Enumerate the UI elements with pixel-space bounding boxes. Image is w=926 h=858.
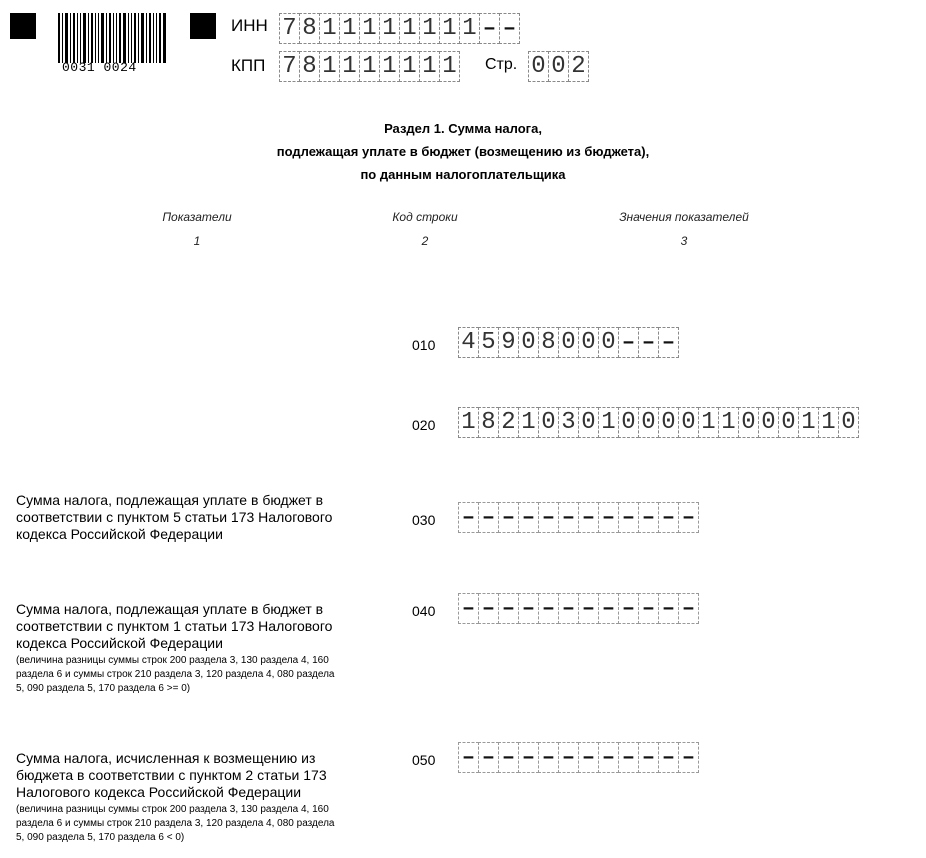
empty-char-cell[interactable] bbox=[658, 502, 679, 533]
char-cell[interactable]: 4 bbox=[458, 327, 479, 358]
empty-char-cell[interactable] bbox=[478, 593, 499, 624]
char-cell[interactable] bbox=[618, 327, 639, 358]
char-cell[interactable]: 1 bbox=[439, 51, 460, 82]
char-cell[interactable]: 8 bbox=[299, 51, 320, 82]
empty-char-cell[interactable] bbox=[578, 742, 599, 773]
row-code-020: 020 bbox=[412, 417, 436, 433]
row-030-description bbox=[16, 492, 332, 543]
empty-char-cell[interactable] bbox=[678, 593, 699, 624]
char-cell[interactable] bbox=[479, 13, 500, 44]
char-cell[interactable]: 7 bbox=[279, 51, 300, 82]
empty-char-cell[interactable] bbox=[458, 742, 479, 773]
char-cell[interactable]: 1 bbox=[339, 13, 360, 44]
char-cell[interactable]: 8 bbox=[478, 407, 499, 438]
row-050-note-line2: раздела 6 и суммы строк 210 раздела 3, 120 раздела 4, 080 раздела bbox=[16, 818, 335, 829]
char-cell[interactable] bbox=[658, 327, 679, 358]
section-title-line2: подлежащая уплате в бюджет (возмещению из бюджета), bbox=[276, 144, 650, 159]
row-040-description bbox=[16, 601, 334, 696]
char-cell[interactable]: 0 bbox=[538, 407, 559, 438]
char-cell[interactable]: 1 bbox=[379, 13, 400, 44]
char-cell[interactable]: 1 bbox=[399, 13, 420, 44]
char-cell[interactable]: 7 bbox=[279, 13, 300, 44]
char-cell[interactable]: 1 bbox=[818, 407, 839, 438]
row-050-text-line2: бюджета в соответствии с пунктом 2 статьи 173 bbox=[16, 767, 327, 783]
empty-char-cell[interactable] bbox=[678, 742, 699, 773]
empty-char-cell[interactable] bbox=[518, 742, 539, 773]
kpp-cells[interactable] bbox=[279, 51, 459, 82]
char-cell[interactable]: 1 bbox=[518, 407, 539, 438]
column-number-1: 1 bbox=[193, 234, 201, 248]
row-code-010: 010 bbox=[412, 337, 436, 353]
section-title-line1: Раздел 1. Сумма налога, bbox=[384, 121, 542, 136]
row-020-cells[interactable] bbox=[458, 407, 858, 438]
row-050-text-line3: Налогового кодекса Российской Федерации bbox=[16, 784, 302, 800]
char-cell[interactable]: 1 bbox=[459, 13, 480, 44]
empty-char-cell[interactable] bbox=[458, 502, 479, 533]
column-header-line-code: Код строки bbox=[392, 210, 458, 224]
empty-char-cell[interactable] bbox=[498, 742, 519, 773]
char-cell[interactable]: 1 bbox=[359, 51, 380, 82]
char-cell[interactable]: 1 bbox=[458, 407, 479, 438]
empty-char-cell[interactable] bbox=[518, 502, 539, 533]
row-030-text-line2: соответствии с пунктом 5 статьи 173 Налогового bbox=[16, 509, 333, 525]
char-cell[interactable]: 2 bbox=[568, 51, 589, 82]
row-030-cells[interactable] bbox=[458, 502, 698, 533]
char-cell[interactable]: 1 bbox=[359, 13, 380, 44]
empty-char-cell[interactable] bbox=[538, 742, 559, 773]
row-040-note-line1: (величина разницы суммы строк 200 раздела 3, 130 раздела 4, 160 bbox=[16, 655, 329, 666]
empty-char-cell[interactable] bbox=[658, 742, 679, 773]
empty-char-cell[interactable] bbox=[558, 502, 579, 533]
char-cell[interactable]: 0 bbox=[528, 51, 549, 82]
char-cell[interactable]: 1 bbox=[419, 13, 440, 44]
char-cell[interactable]: 8 bbox=[299, 13, 320, 44]
empty-char-cell[interactable] bbox=[578, 593, 599, 624]
char-cell[interactable]: 0 bbox=[618, 407, 639, 438]
empty-char-cell[interactable] bbox=[578, 502, 599, 533]
char-cell[interactable]: 0 bbox=[548, 51, 569, 82]
inn-label: ИНН bbox=[231, 16, 268, 35]
char-cell[interactable]: 0 bbox=[598, 327, 619, 358]
char-cell[interactable]: 1 bbox=[718, 407, 739, 438]
char-cell[interactable]: 9 bbox=[498, 327, 519, 358]
empty-char-cell[interactable] bbox=[618, 502, 639, 533]
empty-char-cell[interactable] bbox=[618, 742, 639, 773]
corner-marker-right bbox=[190, 13, 216, 39]
char-cell[interactable]: 0 bbox=[678, 407, 699, 438]
row-040-note-line3: 5, 090 раздела 5, 170 раздела 6 >= 0) bbox=[16, 683, 191, 694]
row-040-note-line2: раздела 6 и суммы строк 210 раздела 3, 120 раздела 4, 080 раздела bbox=[16, 669, 335, 680]
row-050-description bbox=[16, 750, 334, 845]
char-cell[interactable]: 1 bbox=[339, 51, 360, 82]
row-050-note-line3: 5, 090 раздела 5, 170 раздела 6 < 0) bbox=[16, 832, 185, 843]
row-030-text-line3: кодекса Российской Федерации bbox=[16, 526, 223, 542]
char-cell[interactable]: 3 bbox=[558, 407, 579, 438]
empty-char-cell[interactable] bbox=[638, 742, 659, 773]
char-cell[interactable]: 0 bbox=[578, 407, 599, 438]
column-number-3: 3 bbox=[680, 234, 688, 248]
row-050-note-line1: (величина разницы суммы строк 200 раздела 3, 130 раздела 4, 160 bbox=[16, 804, 329, 815]
empty-char-cell[interactable] bbox=[638, 593, 659, 624]
page-label: Стр. bbox=[485, 56, 518, 73]
kpp-label: КПП bbox=[231, 56, 266, 75]
char-cell[interactable]: 1 bbox=[319, 13, 340, 44]
column-header-indicators: Показатели bbox=[162, 210, 232, 224]
column-number-2: 2 bbox=[421, 234, 429, 248]
empty-char-cell[interactable] bbox=[498, 502, 519, 533]
empty-char-cell[interactable] bbox=[598, 502, 619, 533]
char-cell[interactable]: 0 bbox=[518, 327, 539, 358]
inn-cells[interactable] bbox=[279, 13, 519, 44]
empty-char-cell[interactable] bbox=[638, 502, 659, 533]
page-cells[interactable] bbox=[528, 51, 588, 82]
char-cell[interactable]: 0 bbox=[658, 407, 679, 438]
row-050-text-line1: Сумма налога, исчисленная к возмещению из bbox=[16, 750, 316, 766]
barcode bbox=[58, 13, 168, 63]
char-cell[interactable]: 1 bbox=[598, 407, 619, 438]
char-cell[interactable]: 1 bbox=[319, 51, 340, 82]
row-code-030: 030 bbox=[412, 512, 436, 528]
char-cell[interactable]: 5 bbox=[478, 327, 499, 358]
empty-char-cell[interactable] bbox=[538, 593, 559, 624]
row-code-050: 050 bbox=[412, 752, 436, 768]
char-cell[interactable]: 0 bbox=[558, 327, 579, 358]
char-cell[interactable]: 8 bbox=[538, 327, 559, 358]
empty-char-cell[interactable] bbox=[678, 502, 699, 533]
empty-char-cell[interactable] bbox=[598, 593, 619, 624]
row-010-cells[interactable] bbox=[458, 327, 678, 358]
char-cell[interactable] bbox=[638, 327, 659, 358]
empty-char-cell[interactable] bbox=[538, 502, 559, 533]
empty-char-cell[interactable] bbox=[518, 593, 539, 624]
row-040-cells[interactable] bbox=[458, 593, 698, 624]
section-title-line3: по данным налогоплательщика bbox=[360, 167, 566, 182]
row-code-040: 040 bbox=[412, 603, 436, 619]
char-cell[interactable] bbox=[499, 13, 520, 44]
empty-char-cell[interactable] bbox=[558, 742, 579, 773]
char-cell[interactable]: 0 bbox=[758, 407, 779, 438]
column-header-values: Значения показателей bbox=[619, 210, 749, 224]
corner-marker-left bbox=[10, 13, 36, 39]
char-cell[interactable]: 2 bbox=[498, 407, 519, 438]
char-cell[interactable]: 1 bbox=[798, 407, 819, 438]
char-cell[interactable]: 0 bbox=[638, 407, 659, 438]
row-040-text-line2: соответствии с пунктом 1 статьи 173 Налогового bbox=[16, 618, 333, 634]
row-030-text-line1: Сумма налога, подлежащая уплате в бюджет в bbox=[16, 492, 324, 508]
row-040-text-line1: Сумма налога, подлежащая уплате в бюджет в bbox=[16, 601, 324, 617]
char-cell[interactable]: 0 bbox=[838, 407, 859, 438]
char-cell[interactable]: 1 bbox=[399, 51, 420, 82]
row-040-text-line3: кодекса Российской Федерации bbox=[16, 635, 223, 651]
empty-char-cell[interactable] bbox=[658, 593, 679, 624]
row-050-cells[interactable] bbox=[458, 742, 698, 773]
empty-char-cell[interactable] bbox=[478, 742, 499, 773]
barcode-number: 0031 0024 bbox=[62, 60, 137, 75]
char-cell[interactable]: 1 bbox=[379, 51, 400, 82]
char-cell[interactable]: 1 bbox=[439, 13, 460, 44]
empty-char-cell[interactable] bbox=[558, 593, 579, 624]
empty-char-cell[interactable] bbox=[458, 593, 479, 624]
char-cell[interactable]: 0 bbox=[778, 407, 799, 438]
char-cell[interactable]: 0 bbox=[578, 327, 599, 358]
char-cell[interactable]: 0 bbox=[738, 407, 759, 438]
char-cell[interactable]: 1 bbox=[419, 51, 440, 82]
empty-char-cell[interactable] bbox=[498, 593, 519, 624]
empty-char-cell[interactable] bbox=[478, 502, 499, 533]
char-cell[interactable]: 1 bbox=[698, 407, 719, 438]
empty-char-cell[interactable] bbox=[598, 742, 619, 773]
empty-char-cell[interactable] bbox=[618, 593, 639, 624]
